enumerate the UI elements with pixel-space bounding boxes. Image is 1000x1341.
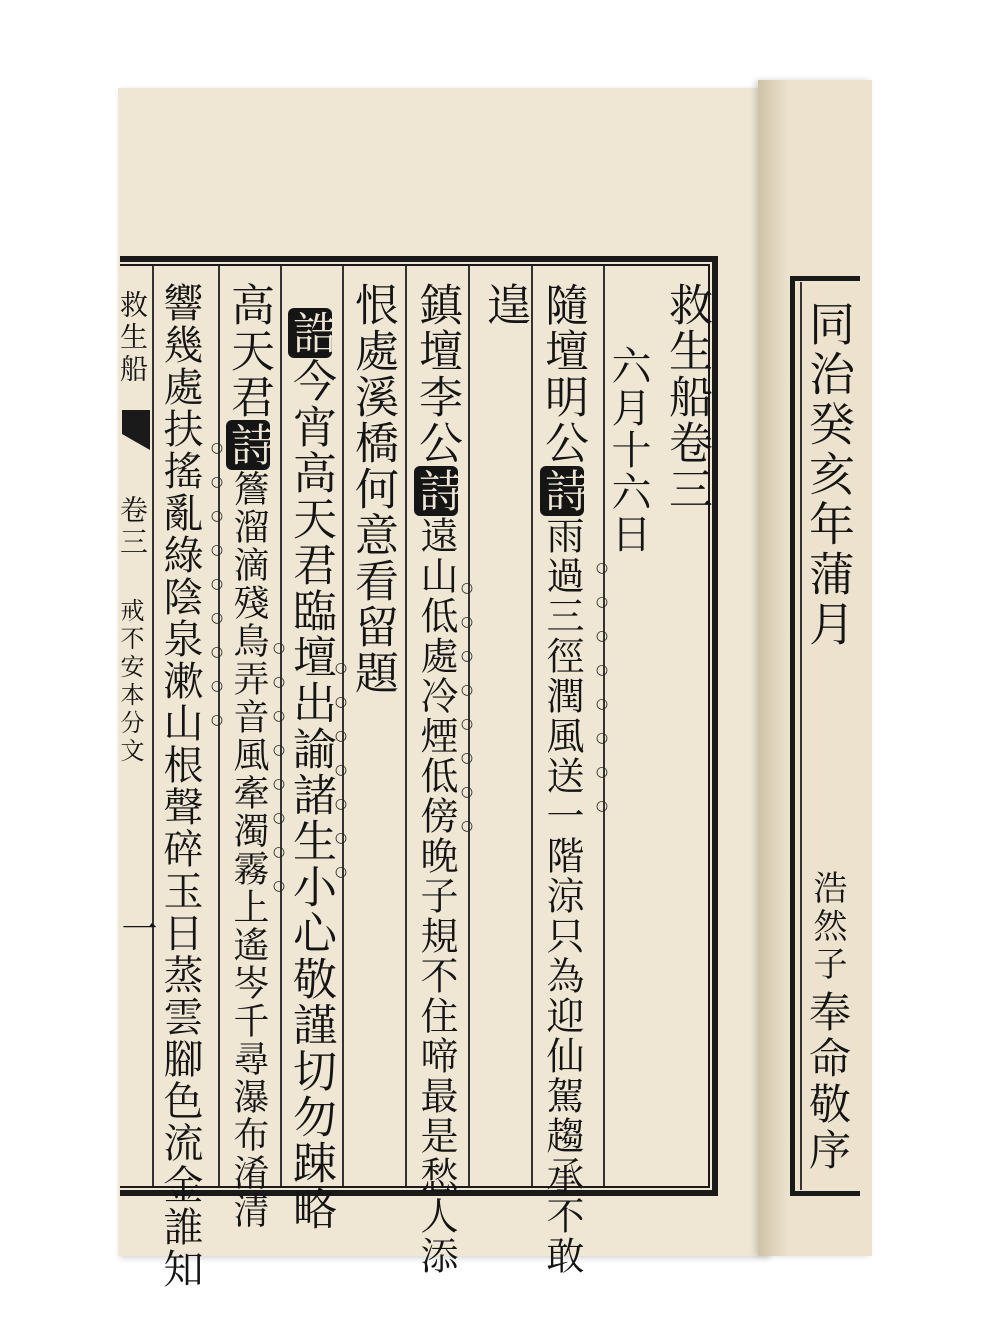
punctuation-circles: ○○○○○○○○ bbox=[459, 580, 475, 852]
margin-page-number: 一 bbox=[116, 910, 157, 950]
column-rule bbox=[405, 266, 407, 1186]
verse-text: 雨過三徑潤風送一階涼只為迎仙駕趨承不敢 bbox=[540, 516, 584, 1276]
preface-date: 同治癸亥年蒲月 bbox=[802, 300, 856, 650]
date-line: 六月十六日 bbox=[605, 345, 651, 555]
punctuation-circles: ○○○○○○○○○ bbox=[209, 440, 225, 746]
column-rule bbox=[152, 266, 154, 1186]
margin-title: 救生船 bbox=[116, 290, 149, 386]
verse-text: 今宵高天君臨壇出諭諸生小心敬謹切勿踈略 bbox=[285, 358, 336, 1232]
verse-column-3 bbox=[411, 282, 462, 1276]
punctuation-circles: ○○○○○○○ bbox=[333, 660, 349, 898]
verse-column-5 bbox=[285, 308, 336, 1232]
verse-text: 遠山低處冷煙低傍晚子規不住啼最是愁人添 bbox=[414, 516, 458, 1276]
punctuation-circles: ○○○○○○○○ bbox=[271, 640, 287, 912]
book-title-heading: 救生船卷三 bbox=[661, 282, 712, 512]
verse-text: 簷溜滴殘鳥弄音風牽濁霧上遙岑千尋瀑布淆清 bbox=[228, 470, 269, 1230]
verse-column-1 bbox=[537, 282, 588, 1276]
poem-tag: 詩 bbox=[411, 468, 462, 514]
edict-tag: 誥 bbox=[285, 310, 336, 356]
verse-column-7: 響幾處扶搖亂綠陰泉漱山根聲碎玉日蒸雲腳色流金誰知 bbox=[157, 282, 203, 1290]
verse-column-6 bbox=[223, 282, 274, 1230]
preface-author: 奉命敬序 bbox=[803, 990, 852, 1174]
verse-column-4: 恨處溪橋何意看留題 bbox=[347, 282, 398, 696]
poem-tag: 詩 bbox=[223, 422, 274, 468]
column-rule bbox=[531, 266, 533, 1186]
speaker-name: 隨壇明公 bbox=[537, 282, 588, 466]
margin-section: 戒不安本分文 bbox=[116, 598, 144, 766]
page-curl-shadow bbox=[758, 80, 788, 1256]
preface-author-small: 浩然子 bbox=[807, 870, 847, 984]
margin-volume: 卷三 bbox=[116, 495, 149, 559]
poem-tag: 詩 bbox=[537, 468, 588, 514]
punctuation-circles: ○○○○○○○○ bbox=[594, 560, 610, 832]
speaker-name: 鎮壇李公 bbox=[411, 282, 462, 466]
speaker-name: 高天君 bbox=[223, 282, 274, 420]
verse-column-2: 遑 bbox=[479, 282, 530, 328]
